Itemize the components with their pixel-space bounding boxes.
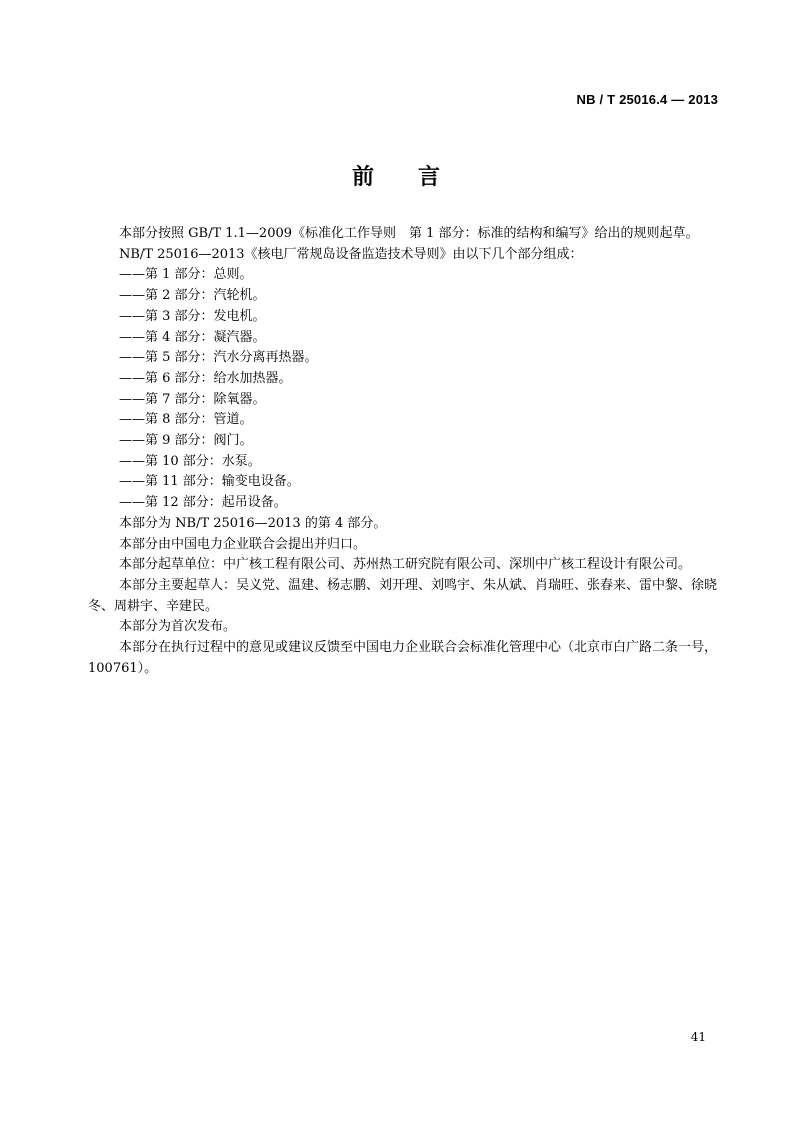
drafting-units: 本部分起草单位：中广核工程有限公司、苏州热工研究院有限公司、深圳中广核工程设计有限公司。: [119, 557, 692, 573]
part-list-item: ——第 7 部分：除氧器。: [119, 391, 266, 407]
page-number: 41: [690, 1030, 706, 1044]
title-char: 前: [351, 164, 376, 190]
part-list-item: ——第 10 部分：水泵。: [119, 453, 261, 469]
standard-code-header: NB / T 25016.4 — 2013: [576, 92, 718, 107]
part-list-item: ——第 11 部分：输变电设备。: [119, 474, 300, 490]
part-list-item: ——第 2 部分：汽轮机。: [119, 288, 266, 304]
part-list-item: ——第 3 部分：发电机。: [119, 308, 266, 324]
part-list-item: ——第 5 部分：汽水分离再热器。: [119, 350, 318, 366]
title-char: 言: [418, 164, 443, 190]
foreword-body: [88, 224, 718, 679]
part-list-item: ——第 1 部分：总则。: [119, 267, 253, 283]
feedback-statement: 本部分在执行过程中的意见或建议反馈至中国电力企业联合会标准化管理中心（北京市白广路二条一号，100761）。: [88, 640, 718, 676]
part-list-item: ——第 6 部分：给水加热器。: [119, 370, 292, 386]
drafters-list: 本部分主要起草人：吴义党、温建、杨志鹏、刘开理、刘鸣宇、朱从斌、肖瑞旺、张春来、雷中黎、徐晓冬、周耕宇、辛建民。: [88, 577, 718, 614]
part-list-item: ——第 12 部分：起吊设备。: [119, 495, 287, 511]
part-list-item: ——第 9 部分：阀门。: [119, 433, 253, 449]
part-statement: 本部分为 NB/T 25016—2013 的第 4 部分。: [119, 515, 387, 531]
release-statement: 本部分为首次发布。: [119, 619, 237, 635]
page-title: [0, 160, 794, 191]
part-list-item: ——第 4 部分：凝汽器。: [119, 329, 266, 345]
intro-paragraph: 本部分按照 GB/T 1.1—2009《标准化工作导则 第 1 部分：标准的结构和编写》给出的规则起草。: [119, 226, 699, 241]
part-list-item: ——第 8 部分：管道。: [119, 412, 253, 428]
proposer-statement: 本部分由中国电力企业联合会提出并归口。: [119, 536, 367, 552]
intro-paragraph: NB/T 25016—2013《核电厂常规岛设备监造技术导则》由以下几个部分组成：: [119, 246, 583, 262]
